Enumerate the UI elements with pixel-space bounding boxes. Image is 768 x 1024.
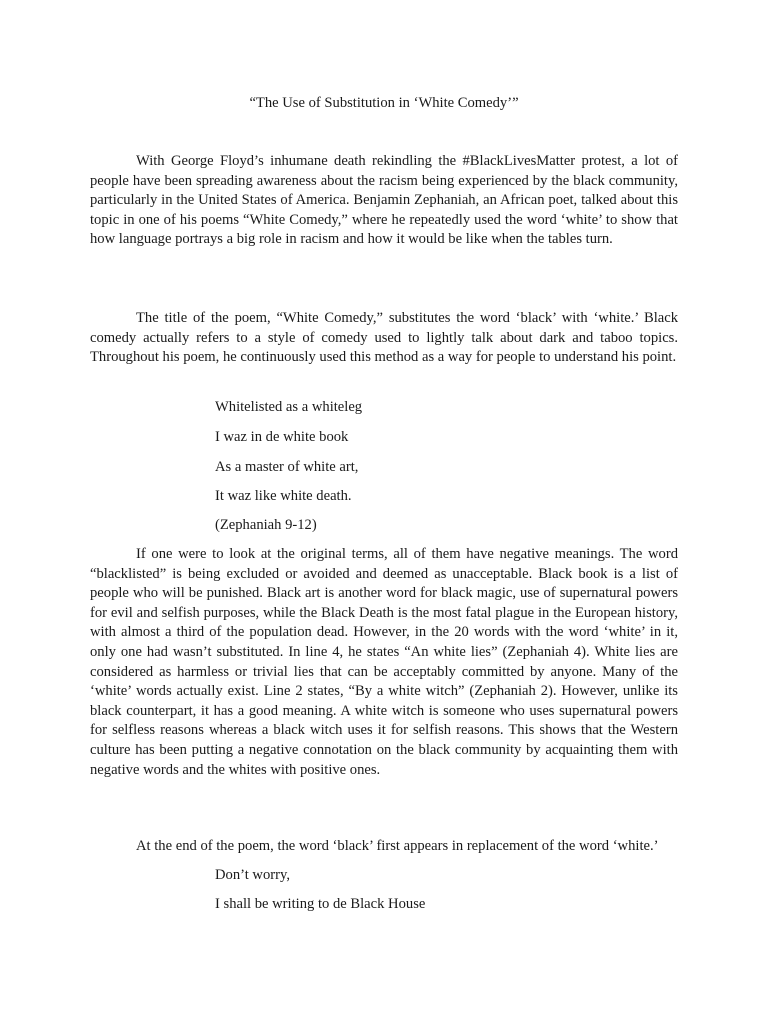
paragraph-title-analysis: The title of the poem, “White Comedy,” substitutes the word ‘black’ with ‘white.’ Black comedy actually refers to a style of comedy used to lightly talk about dark and taboo topics. Throughout his poem, he continuously used this method as a way for people to understand his point. [90, 310, 678, 366]
paragraph-ending: At the end of the poem, the word ‘black’ first appears in replacement of the word ‘white.’ [136, 838, 659, 854]
paragraph-original-terms: If one were to look at the original terms, all of them have negative meanings. The word “blacklisted” is being excluded or avoided and deemed as unacceptable. Black book is a list of people who will be punished. Black art is another word for black magic, use of supernatural powers for evil and selfish purposes, while the Black Death is the most fatal plague in the European history, with almost a third of the population dead. However, in the 20 words with the word ‘white’ in it, only one had wasn’t substituted. In line 4, he states “An white lies” (Zephaniah 4). White lies are considered as harmless or trivial lies that can be acceptably committed by anyone. Many of the ‘white’ words actually exist. Line 2 states, “By a white witch” (Zephaniah 2). However, unlike its black counterpart, it has a good meaning. A white witch is someone who uses supernatural powers for selfless reasons whereas a black witch uses it for selfish reasons. This shows that the Western culture has been putting a negative connotation on the black community by acquainting them with negative words and the whites with positive ones. [90, 546, 678, 778]
document-title: “The Use of Substitution in ‘White Comedy’” [249, 95, 519, 111]
verse-line: I shall be writing to de Black House [215, 896, 426, 912]
verse-line: It waz like white death. [215, 488, 352, 504]
verse-line: I waz in de white book [215, 429, 349, 445]
verse-line: Whitelisted as a whiteleg [215, 399, 363, 415]
verse-citation: (Zephaniah 9-12) [215, 517, 317, 533]
verse-line: Don’t worry, [215, 867, 290, 883]
document-page [90, 0, 678, 1024]
paragraph-intro: With George Floyd’s inhumane death rekindling the #BlackLivesMatter protest, a lot of people have been spreading awareness about the racism being experienced by the black community, particularly in the United States of America. Benjamin Zephaniah, an African poet, talked about this topic in one of his poems “White Comedy,” where he repeatedly used the word ‘white’ to show that how language portrays a big role in racism and how it would be like when the tables turn. [90, 153, 678, 248]
verse-line: As a master of white art, [215, 459, 359, 475]
